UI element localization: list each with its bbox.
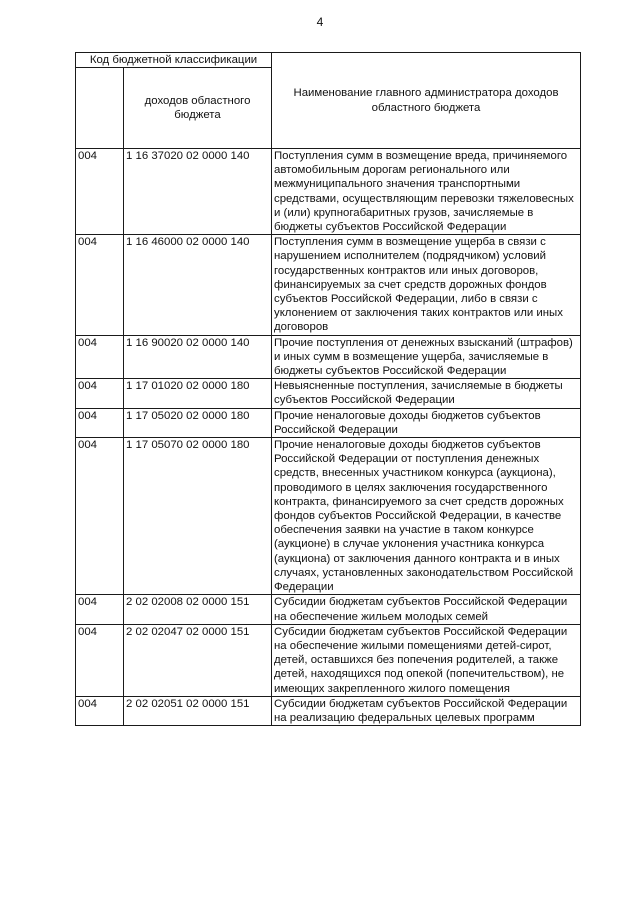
cell-admin-name: Субсидии бюджетам субъектов Российской Федерации на обеспечение жильем молодых семей	[272, 595, 581, 624]
cell-admin-name: Невыясненные поступления, зачисляемые в бюджеты субъектов Российской Федерации	[272, 379, 581, 408]
cell-admin-name: Поступления сумм в возмещение ущерба в связи с нарушением исполнителем (подрядчиком) условий государственных контрактов или иных договоров, финансируемых за счет средств дорожных фондов субъектов Российской Федерации, либо в связи с уклонением от заключения таких контрактов или иных договоров	[272, 235, 581, 335]
table-row	[76, 624, 581, 696]
table-row	[76, 438, 581, 595]
cell-admin-name: Поступления сумм в возмещение вреда, причиняемого автомобильным дорогам регионального или межмуниципального значения транспортными средствами, осуществляющим перевозки тяжеловесных и (или) крупногабаритных грузов, зачисляемые в бюджеты субъектов Российской Федерации	[272, 149, 581, 235]
cell-admin-name: Прочие неналоговые доходы бюджетов субъектов Российской Федерации от поступления денежных средств, внесенных участником конкурса (аукциона), проводимого в целях заключения государственного контракта, финансируемого за счет средств дорожных фондов субъектов Российской Федерации, в качестве обеспечения заявки на участие в таком конкурсе (аукционе) в случае уклонения участника конкурса (аукциона) от заключения данного контракта и в иных случаях, установленных законодательством Российской Федерации	[272, 438, 581, 595]
cell-admin-code: 004	[76, 408, 124, 437]
cell-income-code: 2 02 02051 02 0000 151	[124, 696, 272, 725]
header-admin-code-empty	[76, 68, 124, 149]
header-income-code: доходов областного бюджета	[124, 68, 272, 149]
cell-admin-name: Прочие поступления от денежных взысканий (штрафов) и иных сумм в возмещение ущерба, зачисляемые в бюджеты субъектов Российской Федерации	[272, 335, 581, 379]
cell-income-code: 2 02 02047 02 0000 151	[124, 624, 272, 696]
table-header	[76, 53, 581, 149]
cell-admin-code: 004	[76, 379, 124, 408]
table-row	[76, 379, 581, 408]
cell-income-code: 1 17 05070 02 0000 180	[124, 438, 272, 595]
cell-income-code: 1 16 90020 02 0000 140	[124, 335, 272, 379]
cell-admin-name: Субсидии бюджетам субъектов Российской Федерации на обеспечение жилыми помещениями детей-сирот, детей, оставшихся без попечения родителей, а также детей, находящихся под опекой (попечительством), не имеющих закрепленного жилого помещения	[272, 624, 581, 696]
cell-income-code: 1 17 01020 02 0000 180	[124, 379, 272, 408]
table-row	[76, 408, 581, 437]
budget-classification-table	[75, 52, 581, 726]
table-row	[76, 149, 581, 235]
cell-income-code: 1 16 37020 02 0000 140	[124, 149, 272, 235]
cell-admin-name: Прочие неналоговые доходы бюджетов субъектов Российской Федерации	[272, 408, 581, 437]
table-row	[76, 235, 581, 335]
header-budget-classification-code: Код бюджетной классификации	[76, 53, 272, 68]
cell-income-code: 1 17 05020 02 0000 180	[124, 408, 272, 437]
cell-income-code: 1 16 46000 02 0000 140	[124, 235, 272, 335]
cell-admin-code: 004	[76, 696, 124, 725]
cell-admin-code: 004	[76, 438, 124, 595]
table-row	[76, 335, 581, 379]
header-row-group	[76, 53, 581, 68]
header-admin-name: Наименование главного администратора доходов областного бюджета	[272, 53, 581, 149]
cell-admin-code: 004	[76, 235, 124, 335]
cell-admin-name: Субсидии бюджетам субъектов Российской Федерации на реализацию федеральных целевых программ	[272, 696, 581, 725]
cell-admin-code: 004	[76, 149, 124, 235]
table-body	[76, 149, 581, 726]
table-row	[76, 696, 581, 725]
cell-income-code: 2 02 02008 02 0000 151	[124, 595, 272, 624]
cell-admin-code: 004	[76, 335, 124, 379]
cell-admin-code: 004	[76, 624, 124, 696]
cell-admin-code: 004	[76, 595, 124, 624]
table-row	[76, 595, 581, 624]
page-number: 4	[316, 15, 324, 29]
